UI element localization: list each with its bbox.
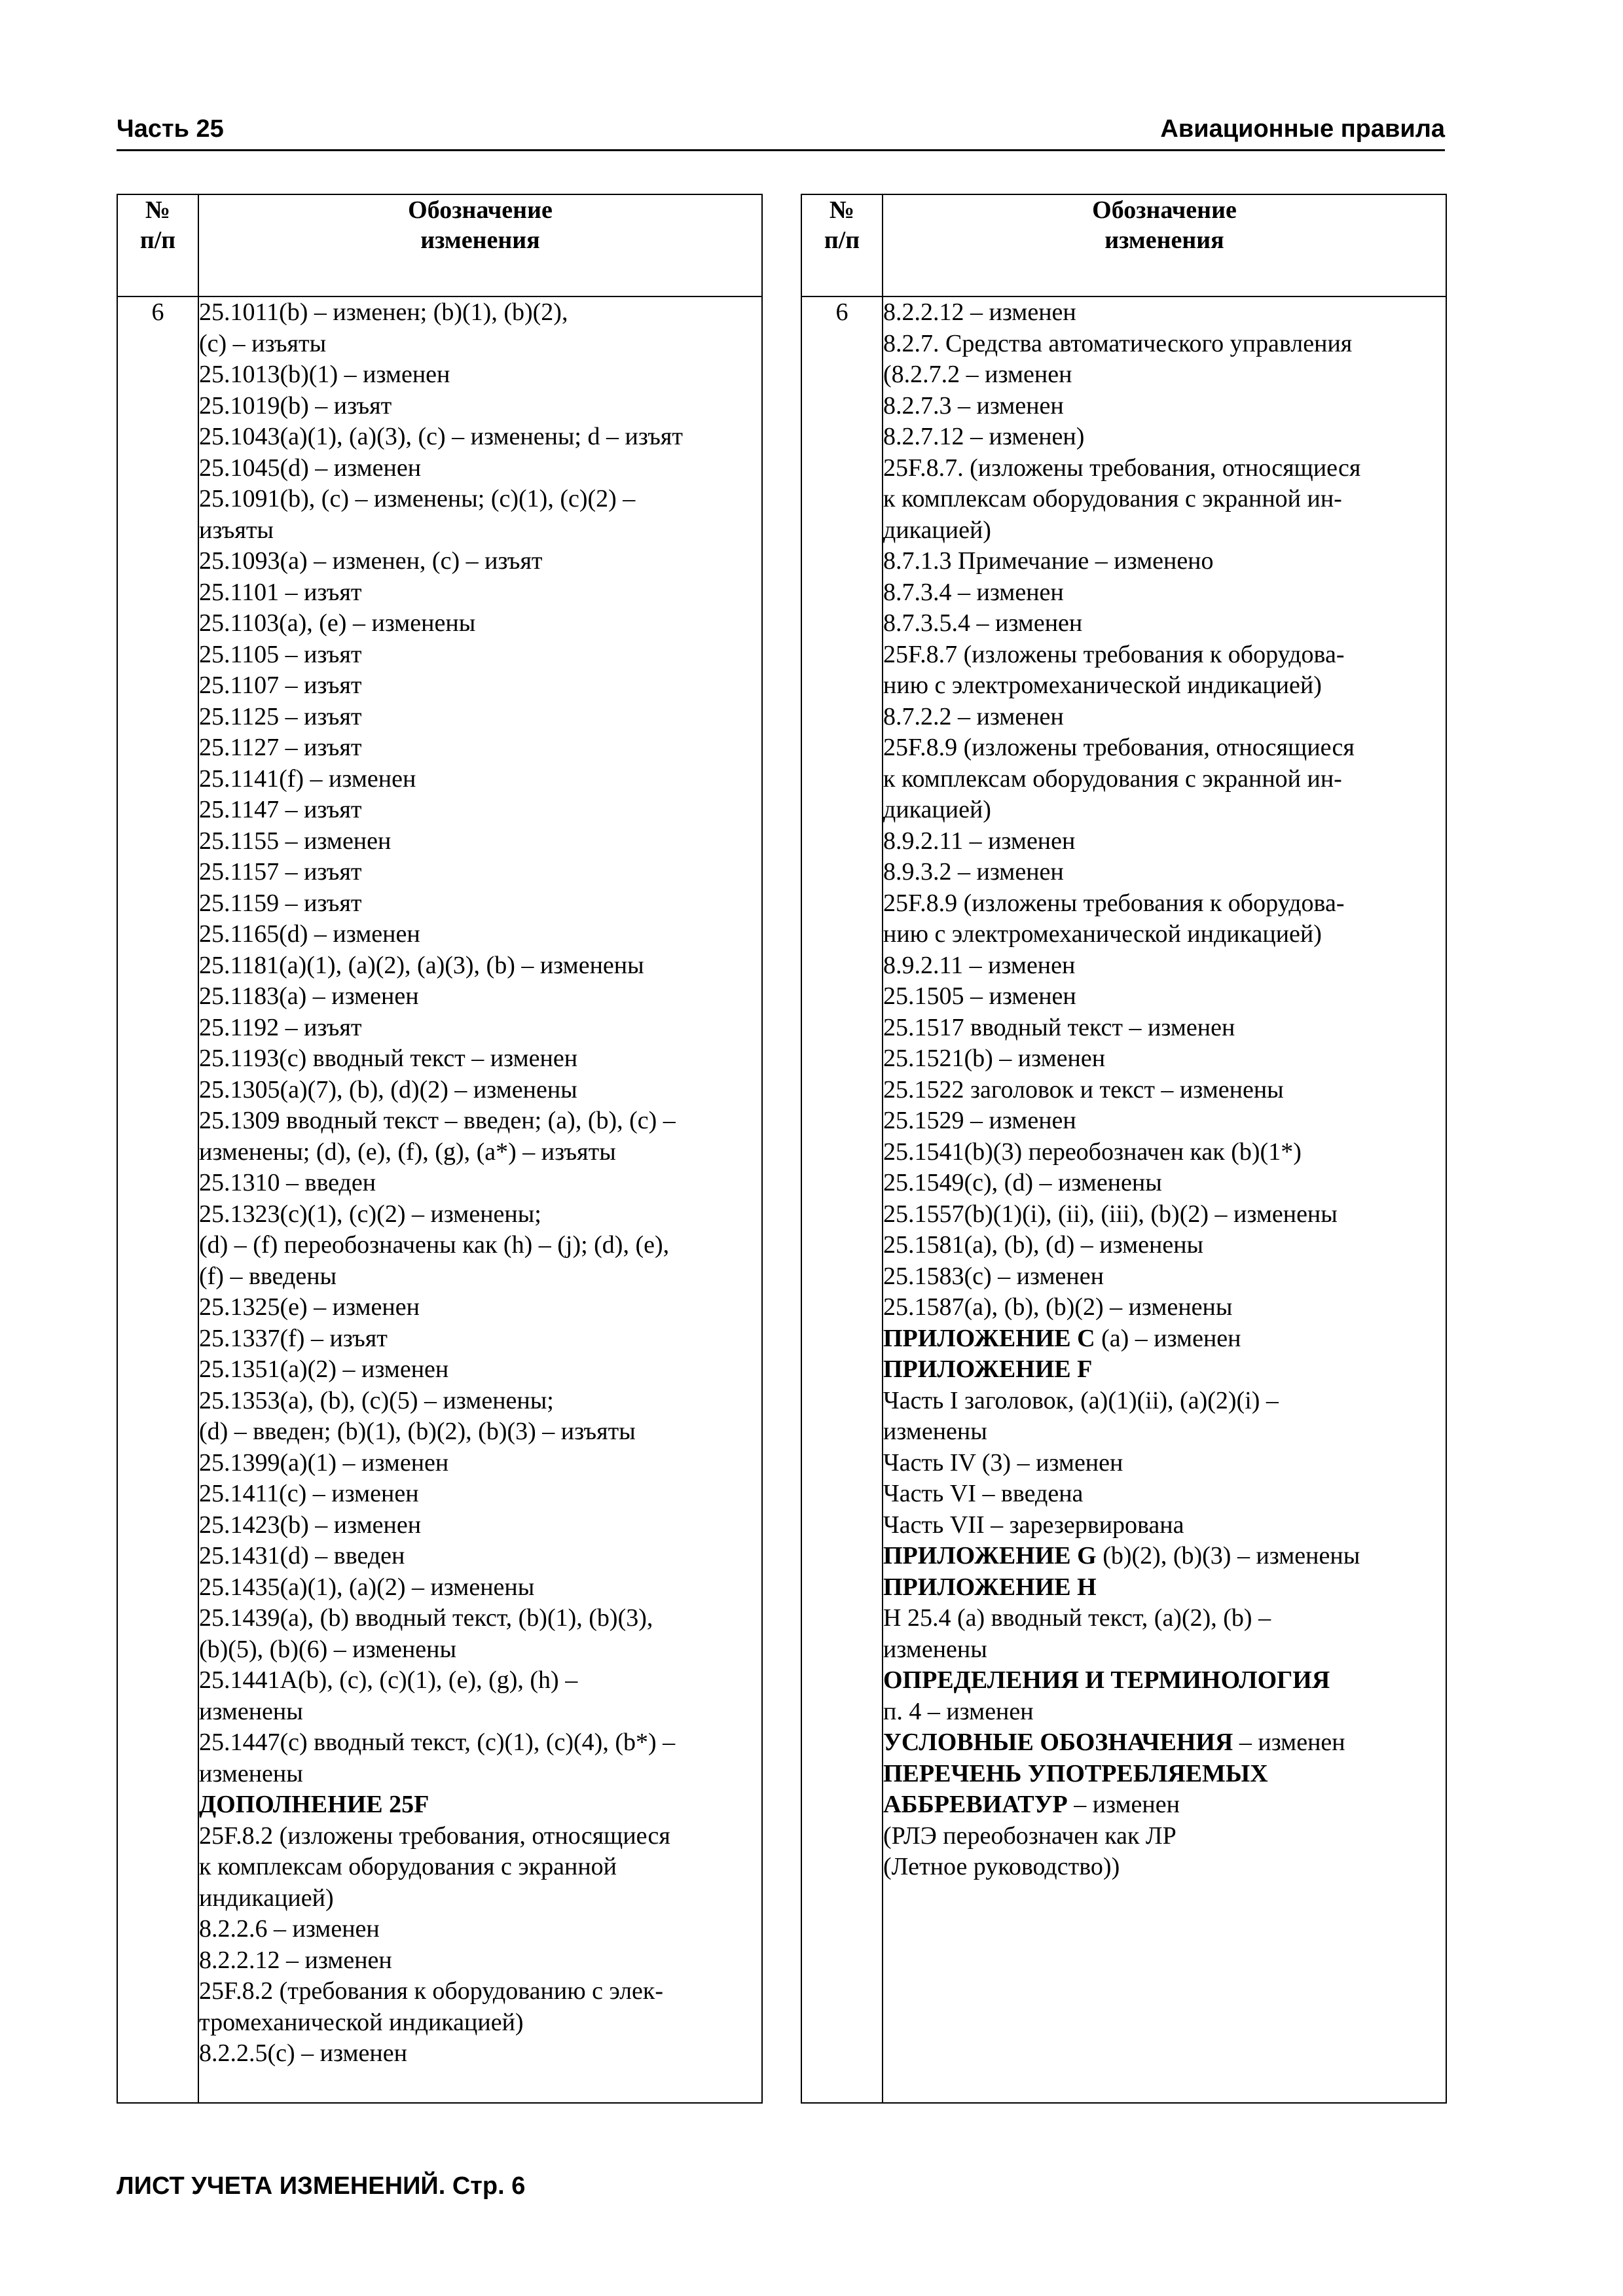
change-line xyxy=(883,1043,1446,1075)
change-header-line: Обозначение xyxy=(1092,196,1237,224)
change-text: 8.9.2.11 – изменен xyxy=(883,951,1076,979)
change-line xyxy=(883,795,1446,826)
changes-table-left xyxy=(117,194,763,2104)
change-text: (f) – введены xyxy=(199,1262,337,1290)
change-text: 25.1157 – изъят xyxy=(199,858,362,886)
change-line xyxy=(199,702,761,733)
running-header-part: Часть 25 xyxy=(117,115,224,143)
change-line xyxy=(199,1572,761,1604)
change-line xyxy=(883,1852,1446,1883)
change-line xyxy=(199,1665,761,1696)
change-line xyxy=(199,732,761,764)
change-text: 25.1141(f) – изменен xyxy=(199,764,416,793)
change-line xyxy=(199,1852,761,1883)
change-line xyxy=(883,359,1446,391)
change-line xyxy=(199,1013,761,1044)
change-line xyxy=(199,1386,761,1417)
change-text: (b)(5), (b)(6) – изменены xyxy=(199,1635,457,1663)
change-line xyxy=(199,981,761,1013)
change-text: 25.1155 – изменен xyxy=(199,827,392,855)
change-text: (8.2.7.2 – изменен xyxy=(883,361,1072,388)
change-text: нию с электромеханической индикацией) xyxy=(883,672,1322,699)
number-column-header xyxy=(117,194,198,296)
change-line xyxy=(199,1789,761,1821)
change-line xyxy=(883,1634,1446,1666)
change-text: 25.1351(a)(2) – изменен xyxy=(199,1355,449,1383)
change-line xyxy=(883,608,1446,639)
change-line xyxy=(883,1759,1446,1790)
change-line xyxy=(199,297,761,329)
change-text: 25.1435(a)(1), (a)(2) – изменены xyxy=(199,1573,535,1601)
change-text: 25.1043(a)(1), (a)(3), (c) – изменены; d – изъят xyxy=(199,423,683,450)
changes-table-right xyxy=(801,194,1447,2104)
change-text: (Летное руководство)) xyxy=(883,1853,1120,1880)
change-line xyxy=(883,981,1446,1013)
change-text: 25.1505 – изменен xyxy=(883,982,1076,1010)
change-line xyxy=(883,1479,1446,1510)
section-heading-text: ПРИЛОЖЕНИЕ F xyxy=(883,1355,1093,1383)
change-text: 25F.8.2 (изложены требования, относящиеся xyxy=(199,1821,670,1850)
change-line xyxy=(883,1292,1446,1323)
change-line xyxy=(883,391,1446,422)
change-text: 25.1529 – изменен xyxy=(883,1107,1076,1134)
change-text: 25.1431(d) – введен xyxy=(199,1542,405,1570)
number-column-header xyxy=(801,194,883,296)
change-text: Часть VII – зарезервирована xyxy=(883,1511,1184,1539)
change-line xyxy=(883,1727,1446,1759)
change-text: (РЛЭ переобозначен как ЛР xyxy=(883,1821,1176,1850)
change-text: 25F.8.2 (требования к оборудованию с элек- xyxy=(199,1977,664,2005)
change-line xyxy=(883,857,1446,888)
change-text: 25.1310 – введен xyxy=(199,1169,376,1196)
change-line xyxy=(883,1386,1446,1417)
change-line xyxy=(199,577,761,609)
change-text: 25.1411(c) – изменен xyxy=(199,1480,419,1507)
change-line xyxy=(883,1665,1446,1696)
change-text: 25.1309 вводный текст – введен; (a), (b), (c) – xyxy=(199,1107,676,1134)
change-text: 8.7.1.3 Примечание – изменено xyxy=(883,547,1214,575)
change-line xyxy=(199,950,761,982)
change-line xyxy=(883,546,1446,577)
change-text: 8.2.2.6 – изменен xyxy=(199,1915,380,1943)
change-text: 25.1147 – изъят xyxy=(199,796,362,823)
change-text: 8.2.7. Средства автоматического управления xyxy=(883,329,1353,357)
change-line xyxy=(199,1199,761,1230)
change-text: 25.1193(c) вводный текст – изменен xyxy=(199,1045,578,1072)
change-line xyxy=(883,1696,1446,1728)
change-text: – изменен xyxy=(1067,1791,1180,1818)
change-text: Часть VI – введена xyxy=(883,1480,1084,1507)
change-text: Часть I заголовок, (a)(1)(ii), (a)(2)(i) – xyxy=(883,1386,1279,1414)
change-line xyxy=(883,453,1446,484)
change-line xyxy=(199,1416,761,1448)
change-line xyxy=(199,857,761,888)
section-heading-text: ПРИЛОЖЕНИЕ C xyxy=(883,1324,1095,1352)
change-line xyxy=(199,2038,761,2070)
change-line xyxy=(883,1821,1446,1852)
change-text: 25.1522 заголовок и текст – изменены xyxy=(883,1075,1284,1103)
change-line xyxy=(199,422,761,453)
change-text: 25.1305(a)(7), (b), (d)(2) – изменены xyxy=(199,1075,577,1103)
section-heading-text: УСЛОВНЫЕ ОБОЗНАЧЕНИЯ xyxy=(883,1729,1233,1756)
change-line xyxy=(883,422,1446,453)
change-line xyxy=(199,515,761,547)
section-heading-text: ДОПОЛНЕНИЕ 25F xyxy=(199,1791,429,1818)
change-line xyxy=(199,1448,761,1479)
change-header-line: Обозначение xyxy=(408,196,553,224)
change-text: п. 4 – изменен xyxy=(883,1697,1034,1725)
change-line xyxy=(883,950,1446,982)
change-line xyxy=(199,1696,761,1728)
change-text: 8.2.2.12 – изменен xyxy=(883,298,1076,326)
change-line xyxy=(883,1541,1446,1572)
change-text: H 25.4 (a) вводный текст, (a)(2), (b) – xyxy=(883,1604,1271,1632)
change-text: 25.1165(d) – изменен xyxy=(199,920,420,948)
change-line xyxy=(199,1075,761,1106)
change-text: 8.9.2.11 – изменен xyxy=(883,827,1076,855)
change-text: 25.1439(a), (b) вводный текст, (b)(1), (b)(3), xyxy=(199,1604,653,1632)
change-line xyxy=(199,1230,761,1261)
change-text: изменены xyxy=(199,1697,303,1725)
change-line xyxy=(883,1323,1446,1355)
section-heading-text: ОПРЕДЕЛЕНИЯ И ТЕРМИНОЛОГИЯ xyxy=(883,1666,1330,1694)
change-line xyxy=(199,888,761,920)
change-line xyxy=(883,515,1446,547)
change-text: к комплексам оборудования с экранной xyxy=(199,1853,617,1880)
change-text: изъяты xyxy=(199,516,274,544)
change-list xyxy=(883,296,1446,2103)
change-line xyxy=(199,1541,761,1572)
change-line xyxy=(199,764,761,795)
change-text: 8.7.3.4 – изменен xyxy=(883,578,1064,606)
change-line xyxy=(199,1727,761,1759)
change-line xyxy=(883,764,1446,795)
change-text: изменены xyxy=(883,1418,987,1445)
change-line xyxy=(883,1105,1446,1137)
change-text: 8.7.2.2 – изменен xyxy=(883,702,1064,730)
number-header-line: № xyxy=(829,196,855,224)
change-text: 25.1127 – изъят xyxy=(199,734,362,761)
change-line xyxy=(199,391,761,422)
change-line xyxy=(199,919,761,950)
change-text: 25.1159 – изъят xyxy=(199,889,362,917)
change-line xyxy=(883,484,1446,515)
change-text: дикацией) xyxy=(883,516,991,544)
change-line xyxy=(883,1354,1446,1386)
change-line xyxy=(883,1572,1446,1604)
change-header-line: изменения xyxy=(420,226,540,254)
change-line xyxy=(199,1634,761,1666)
change-text: 25.1019(b) – изъят xyxy=(199,391,392,420)
change-text: 25.1013(b)(1) – изменен xyxy=(199,361,450,388)
change-line xyxy=(199,1821,761,1852)
change-line xyxy=(199,1914,761,1945)
change-line xyxy=(883,1075,1446,1106)
section-heading-text: АББРЕВИАТУР xyxy=(883,1791,1068,1818)
change-text: (d) – (f) переобозначены как (h) – (j); (d), (e), xyxy=(199,1231,670,1259)
change-line xyxy=(199,2007,761,2039)
change-text: к комплексам оборудования с экранной ин- xyxy=(883,764,1342,793)
change-text: 25.1557(b)(1)(i), (ii), (iii), (b)(2) – изменены xyxy=(883,1200,1338,1228)
change-text: 25.1423(b) – изменен xyxy=(199,1511,422,1539)
change-line xyxy=(199,1323,761,1355)
change-line xyxy=(199,1043,761,1075)
change-line xyxy=(883,1416,1446,1448)
change-text: нию с электромеханической индикацией) xyxy=(883,920,1322,948)
change-text: 25.1517 вводный текст – изменен xyxy=(883,1013,1235,1041)
change-line xyxy=(883,329,1446,360)
header-rule xyxy=(117,149,1445,151)
change-column-header xyxy=(198,194,762,296)
change-line xyxy=(883,1448,1446,1479)
change-text: 25F.8.7. (изложены требования, относящиеся xyxy=(883,454,1361,482)
change-line xyxy=(199,1105,761,1137)
section-heading-text: ПРИЛОЖЕНИЕ H xyxy=(883,1573,1097,1601)
change-line xyxy=(883,670,1446,702)
change-line xyxy=(883,1199,1446,1230)
table-header-row xyxy=(801,194,1446,296)
change-text: 25.1581(a), (b), (d) – изменены xyxy=(883,1231,1204,1259)
change-text: 25.1587(a), (b), (b)(2) – изменены xyxy=(883,1293,1233,1321)
change-text: 25.1541(b)(3) переобозначен как (b)(1*) xyxy=(883,1138,1302,1166)
change-line xyxy=(199,1479,761,1510)
change-text: Часть IV (3) – изменен xyxy=(883,1448,1123,1477)
change-line xyxy=(199,1976,761,2007)
change-text: 8.7.3.5.4 – изменен xyxy=(883,609,1083,637)
change-text: 25F.8.9 (изложены требования к оборудова- xyxy=(883,889,1345,917)
change-line xyxy=(883,1230,1446,1261)
change-text: 25.1337(f) – изъят xyxy=(199,1324,388,1352)
change-line xyxy=(883,888,1446,920)
change-text: (d) – введен; (b)(1), (b)(2), (b)(3) – изъяты xyxy=(199,1418,636,1445)
change-text: 25F.8.9 (изложены требования, относящиеся xyxy=(883,734,1355,761)
change-text: 25.1583(c) – изменен xyxy=(883,1262,1104,1290)
change-line xyxy=(883,1261,1446,1293)
running-header-title: Авиационные правила xyxy=(1160,115,1445,143)
change-header-line: изменения xyxy=(1104,226,1224,254)
change-line xyxy=(883,1510,1446,1541)
change-line xyxy=(199,639,761,671)
change-text: (a) – изменен xyxy=(1095,1324,1241,1352)
change-line xyxy=(883,919,1446,950)
change-line xyxy=(883,702,1446,733)
change-text: (b)(2), (b)(3) – изменены xyxy=(1096,1542,1360,1570)
change-text: 25.1521(b) – изменен xyxy=(883,1045,1106,1072)
change-line xyxy=(883,1789,1446,1821)
change-text: 8.2.7.12 – изменен) xyxy=(883,423,1085,450)
section-heading-text: ПРИЛОЖЕНИЕ G xyxy=(883,1542,1097,1570)
change-line xyxy=(883,1137,1446,1168)
page-footer: ЛИСТ УЧЕТА ИЗМЕНЕНИЙ. Стр. 6 xyxy=(117,2172,526,2200)
change-text: 25.1323(c)(1), (c)(2) – изменены; xyxy=(199,1200,541,1228)
change-text: 25.1045(d) – изменен xyxy=(199,454,422,482)
change-line xyxy=(883,732,1446,764)
table-row xyxy=(117,296,762,2103)
change-column-header xyxy=(883,194,1446,296)
change-text: изменены xyxy=(199,1759,303,1787)
change-line xyxy=(883,1603,1446,1634)
change-text: 25.1125 – изъят xyxy=(199,702,362,730)
change-line xyxy=(199,1510,761,1541)
change-text: тромеханической индикацией) xyxy=(199,2008,524,2036)
change-line xyxy=(199,359,761,391)
change-text: индикацией) xyxy=(199,1884,334,1912)
change-line xyxy=(883,577,1446,609)
number-header-line: п/п xyxy=(824,226,860,254)
change-line xyxy=(199,1883,761,1914)
change-line xyxy=(199,1603,761,1634)
change-line xyxy=(199,795,761,826)
change-line xyxy=(199,1137,761,1168)
change-text: 8.2.2.12 – изменен xyxy=(199,1946,392,1974)
change-line xyxy=(199,670,761,702)
change-text: 25.1011(b) – изменен; (b)(1), (b)(2), xyxy=(199,298,568,326)
change-text: 25.1103(a), (e) – изменены xyxy=(199,609,476,637)
change-text: 25.1093(a) – изменен, (c) – изъят xyxy=(199,547,543,575)
change-line xyxy=(883,1168,1446,1199)
change-line xyxy=(199,1759,761,1790)
section-heading-text: ПЕРЕЧЕНЬ УПОТРЕБЛЯЕМЫХ xyxy=(883,1759,1268,1787)
number-header-line: № xyxy=(145,196,171,224)
change-text: 25.1105 – изъят xyxy=(199,640,362,668)
change-text: 25.1192 – изъят xyxy=(199,1013,362,1041)
change-text: 25.1549(c), (d) – изменены xyxy=(883,1169,1162,1196)
row-number: 6 xyxy=(117,296,198,2103)
change-text: 8.9.3.2 – изменен xyxy=(883,858,1064,886)
change-text: 25.1091(b), (c) – изменены; (c)(1), (c)(2) – xyxy=(199,485,636,512)
change-line xyxy=(199,1261,761,1293)
change-text: – изменен xyxy=(1233,1729,1345,1756)
change-list xyxy=(198,296,762,2103)
change-text: 25.1441A(b), (c), (c)(1), (e), (g), (h) – xyxy=(199,1666,578,1694)
change-line xyxy=(883,1013,1446,1044)
change-text: 25.1325(e) – изменен xyxy=(199,1293,420,1321)
change-line xyxy=(199,1292,761,1323)
change-line xyxy=(199,546,761,577)
change-line xyxy=(199,329,761,360)
change-text: изменены; (d), (e), (f), (g), (a*) – изъяты xyxy=(199,1138,616,1166)
change-line xyxy=(199,484,761,515)
change-text: 25.1353(a), (b), (c)(5) – изменены; xyxy=(199,1386,554,1414)
change-text: 8.2.7.3 – изменен xyxy=(883,391,1064,420)
number-header-line: п/п xyxy=(139,226,176,254)
change-line xyxy=(199,1168,761,1199)
change-text: 25.1101 – изъят xyxy=(199,578,362,606)
change-text: 25.1107 – изъят xyxy=(199,672,362,699)
change-line xyxy=(199,826,761,857)
change-text: 25.1447(c) вводный текст, (c)(1), (c)(4), (b*) – xyxy=(199,1729,676,1756)
change-text: 25F.8.7 (изложены требования к оборудова- xyxy=(883,640,1345,668)
change-line xyxy=(883,826,1446,857)
change-text: к комплексам оборудования с экранной ин- xyxy=(883,485,1342,512)
row-number: 6 xyxy=(801,296,883,2103)
change-text: дикацией) xyxy=(883,796,991,823)
change-text: (c) – изъяты xyxy=(199,329,327,357)
table-row xyxy=(801,296,1446,2103)
change-line xyxy=(199,1945,761,1977)
table-header-row xyxy=(117,194,762,296)
change-text: изменены xyxy=(883,1635,987,1663)
change-text: 25.1181(a)(1), (a)(2), (a)(3), (b) – изменены xyxy=(199,951,644,979)
change-line xyxy=(199,1354,761,1386)
change-line xyxy=(199,453,761,484)
change-line xyxy=(199,608,761,639)
change-text: 25.1183(a) – изменен xyxy=(199,982,419,1010)
change-line xyxy=(883,297,1446,329)
change-text: 25.1399(a)(1) – изменен xyxy=(199,1448,449,1477)
change-text: 8.2.2.5(c) – изменен xyxy=(199,2039,407,2067)
change-line xyxy=(883,639,1446,671)
